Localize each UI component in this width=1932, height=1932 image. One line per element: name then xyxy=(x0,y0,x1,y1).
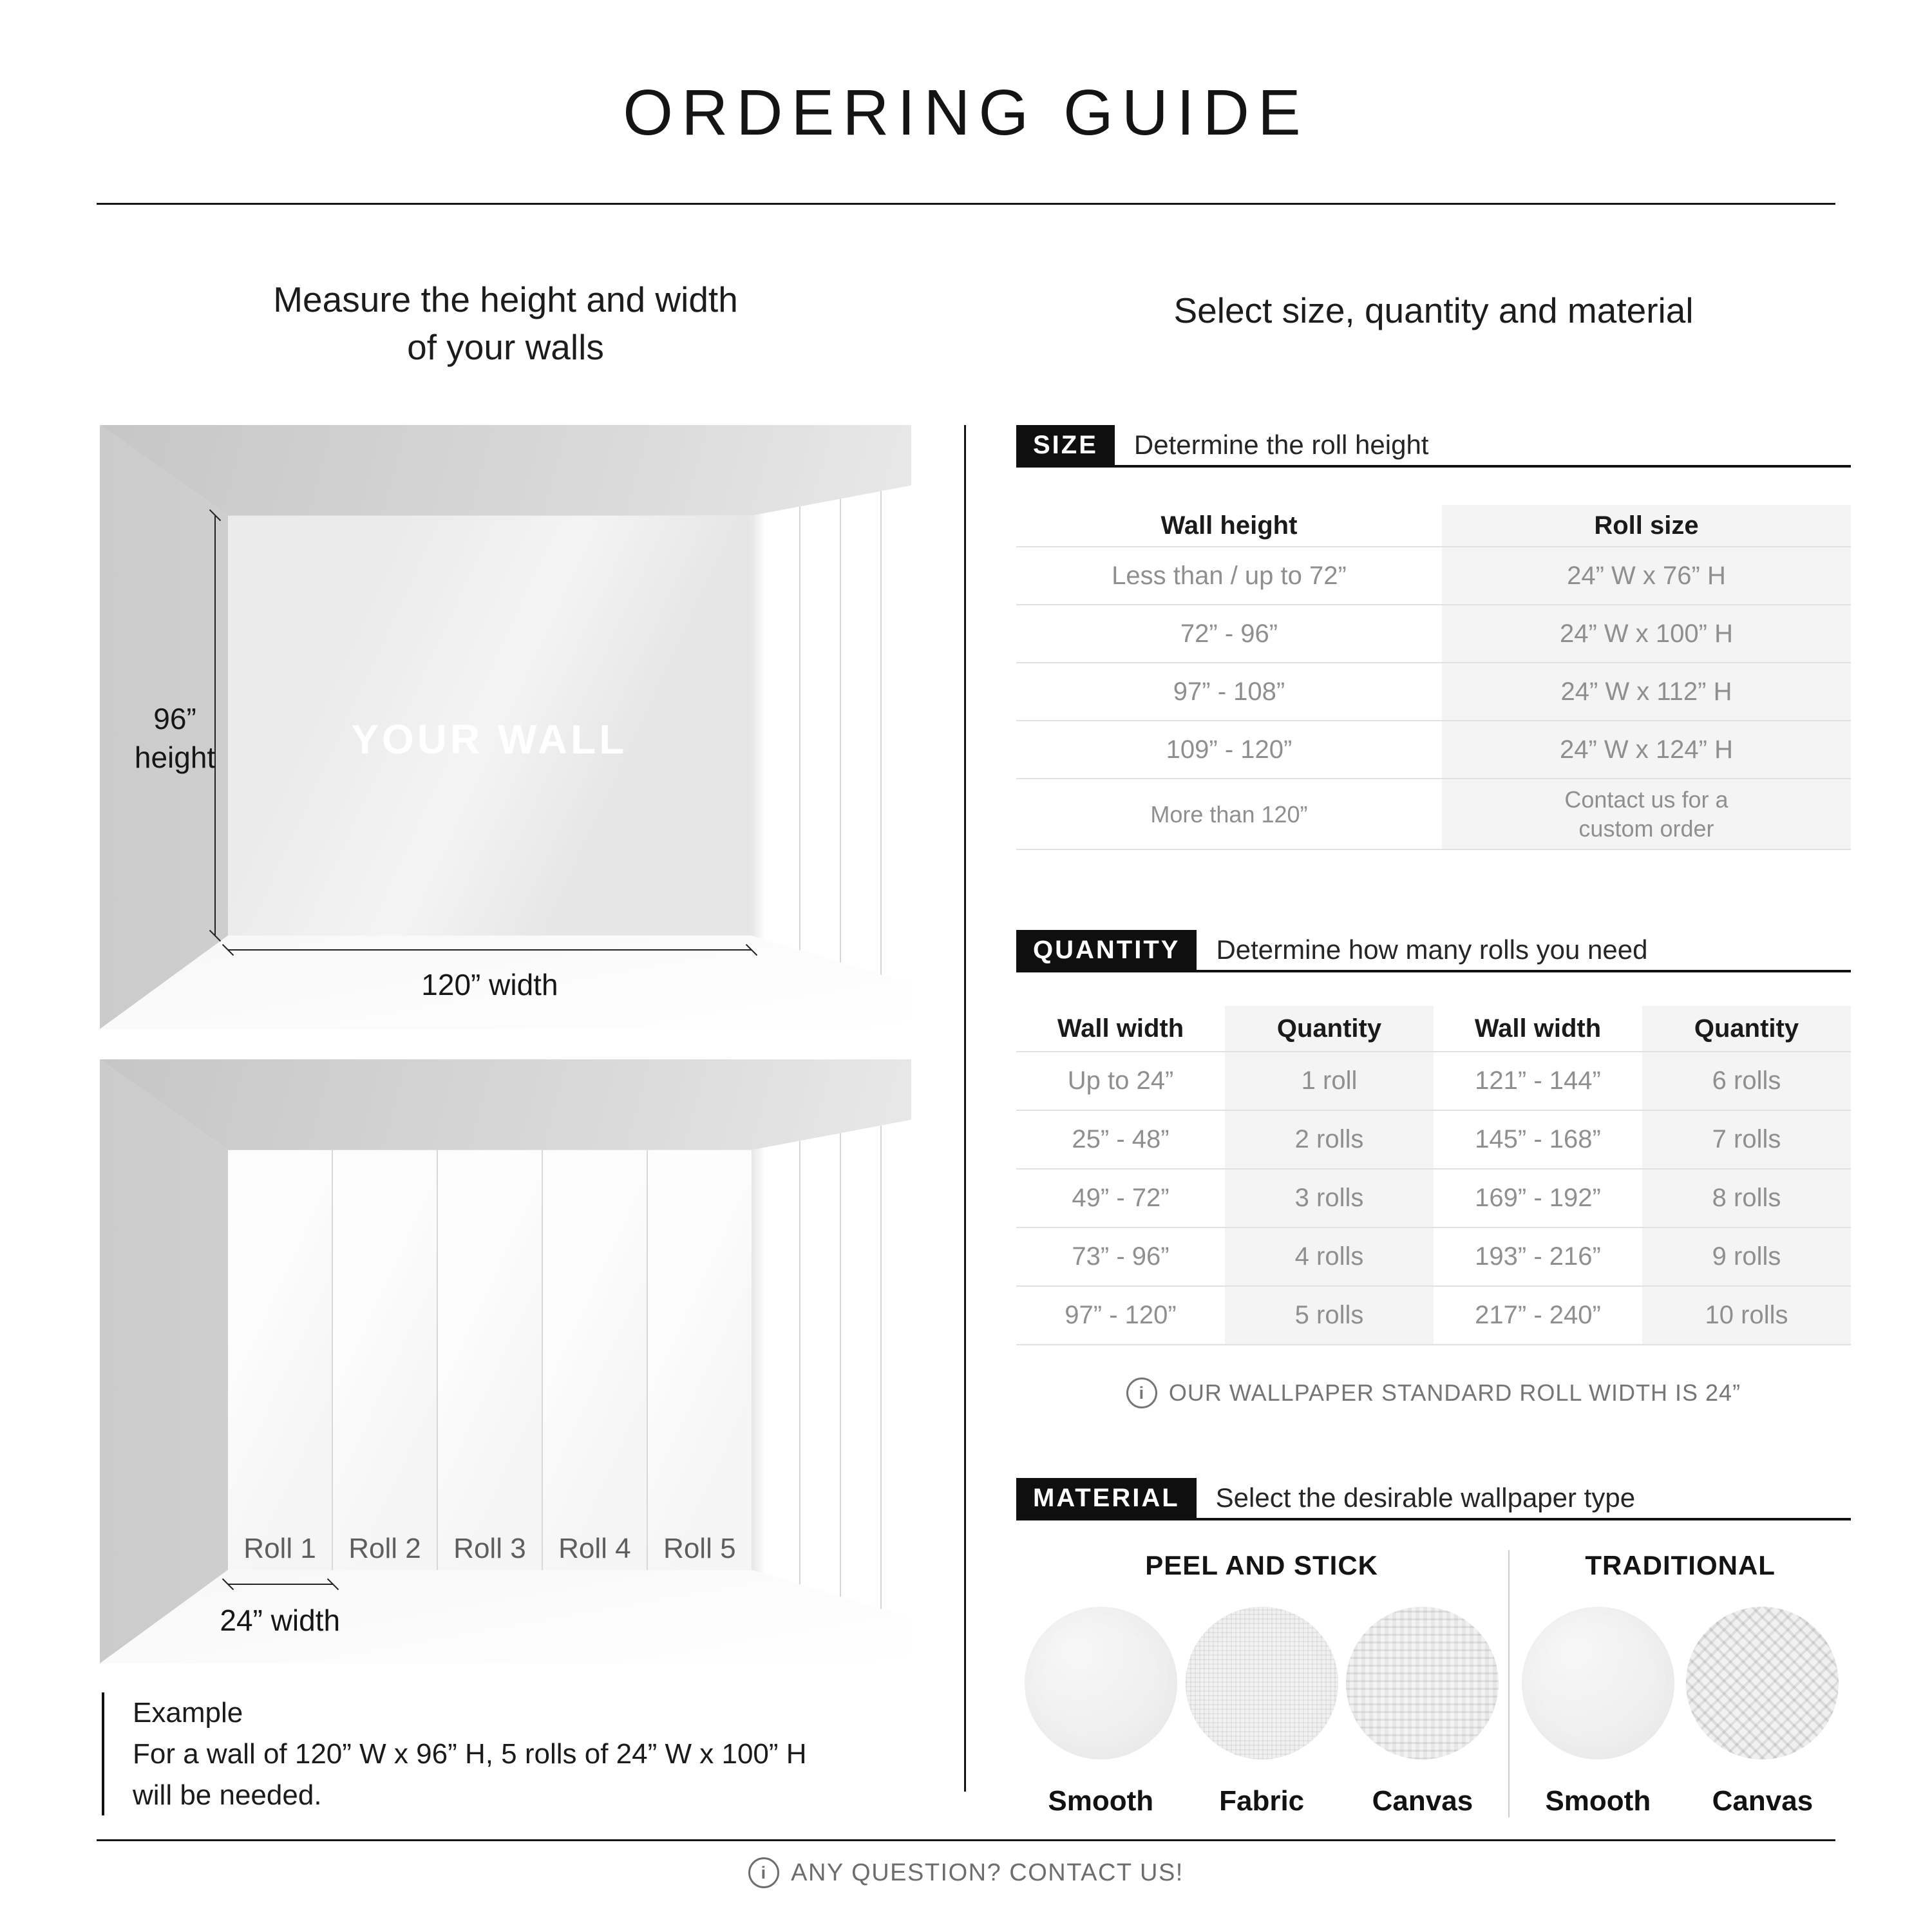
material-section-head xyxy=(1016,1478,1851,1520)
material-groups xyxy=(1016,1550,1851,1817)
column-divider xyxy=(964,425,966,1792)
roll-width-dimension-line xyxy=(228,1584,333,1585)
table-cell: 217” - 240” xyxy=(1434,1285,1642,1344)
roll-label: Roll 3 xyxy=(453,1532,526,1564)
table-cell: 25” - 48” xyxy=(1016,1110,1225,1168)
footer-contact-note xyxy=(0,1857,1932,1888)
swatch-canvas xyxy=(1346,1607,1499,1817)
material-group-peel-and-stick xyxy=(1016,1550,1510,1817)
size-table xyxy=(1016,505,1851,850)
room-illustration-rolls xyxy=(100,1059,911,1663)
left-column-heading xyxy=(100,276,911,371)
table-cell: 97” - 120” xyxy=(1016,1285,1225,1344)
info-icon: i xyxy=(748,1857,779,1888)
window-frame xyxy=(752,509,771,938)
right-column-heading: Select size, quantity and material xyxy=(1173,290,1694,330)
table-bottom-border xyxy=(1642,1344,1851,1345)
material-group-title: PEEL AND STICK xyxy=(1145,1550,1378,1580)
table-cell xyxy=(1442,778,1851,849)
column-header: Wall height xyxy=(1160,511,1298,540)
height-dimension-label xyxy=(120,700,230,777)
window-mullion xyxy=(799,473,800,993)
roll-label: Roll 2 xyxy=(348,1532,421,1564)
column-header: Quantity xyxy=(1642,1006,1851,1051)
table-cell: 9 rolls xyxy=(1642,1227,1851,1285)
material-group-title: TRADITIONAL xyxy=(1585,1550,1776,1580)
roll-panel xyxy=(542,1150,647,1570)
table-cell: More than 120” xyxy=(1016,778,1442,849)
roll-panel xyxy=(437,1150,542,1570)
roll-label: Roll 4 xyxy=(558,1532,631,1564)
roll-panel xyxy=(332,1150,437,1570)
window-mullion xyxy=(880,1108,882,1627)
width-dimension-label: 120” width xyxy=(421,968,558,1002)
left-heading-line1: Measure the height and width xyxy=(273,279,738,319)
header-divider xyxy=(97,203,1835,205)
material-heading: Select the desirable wallpaper type xyxy=(1215,1482,1636,1513)
swatch-label: Canvas xyxy=(1712,1785,1814,1817)
quantity-note-text: OUR WALLPAPER STANDARD ROLL WIDTH IS 24” xyxy=(1168,1379,1741,1406)
size-section xyxy=(1016,425,1851,850)
table-cell: 3 rolls xyxy=(1225,1168,1434,1227)
room-illustration-measure xyxy=(100,425,911,1029)
material-group-traditional xyxy=(1510,1550,1851,1817)
table-cell: 10 rolls xyxy=(1642,1285,1851,1344)
table-cell: 24” W x 112” H xyxy=(1442,662,1851,720)
material-badge: MATERIAL xyxy=(1016,1478,1197,1518)
table-cell: Less than / up to 72” xyxy=(1016,546,1442,604)
table-cell: 7 rolls xyxy=(1642,1110,1851,1168)
column-header: Roll size xyxy=(1442,505,1851,546)
table-bottom-border xyxy=(1016,849,1442,850)
table-cell: 97” - 108” xyxy=(1016,662,1442,720)
table-cell: 49” - 72” xyxy=(1016,1168,1225,1227)
table-cell: 73” - 96” xyxy=(1016,1227,1225,1285)
height-word: height xyxy=(134,740,216,774)
swatch-canvas xyxy=(1686,1607,1839,1817)
table-cell: 4 rolls xyxy=(1225,1227,1434,1285)
window-mullion xyxy=(840,1108,841,1627)
size-section-head xyxy=(1016,425,1851,468)
size-heading: Determine the roll height xyxy=(1133,430,1429,460)
example-line1: For a wall of 120” W x 96” H, 5 rolls of 24” W x 100” H xyxy=(133,1738,807,1770)
smooth-texture-icon xyxy=(1522,1607,1674,1759)
swatch-label: Smooth xyxy=(1545,1785,1651,1817)
table-cell: 72” - 96” xyxy=(1016,604,1442,662)
table-cell: 193” - 216” xyxy=(1434,1227,1642,1285)
footer-divider xyxy=(97,1839,1835,1841)
swatch-row xyxy=(1510,1607,1851,1817)
table-cell: 5 rolls xyxy=(1225,1285,1434,1344)
table-cell: 109” - 120” xyxy=(1016,720,1442,778)
roll-label: Roll 1 xyxy=(243,1532,316,1564)
left-heading-line2: of your walls xyxy=(407,327,604,367)
column-header: Wall width xyxy=(1057,1014,1184,1043)
fabric-texture-icon xyxy=(1186,1607,1338,1759)
roll-panels xyxy=(228,1150,752,1570)
table-bottom-border xyxy=(1016,1344,1225,1345)
material-section xyxy=(1016,1478,1851,1817)
size-badge: SIZE xyxy=(1016,425,1115,465)
quantity-badge: QUANTITY xyxy=(1016,930,1197,970)
roll-panel xyxy=(647,1150,752,1570)
swatch-label: Smooth xyxy=(1048,1785,1154,1817)
page-title: ORDERING GUIDE xyxy=(623,77,1309,149)
height-value: 96” xyxy=(153,701,196,735)
column-header: Quantity xyxy=(1225,1006,1434,1051)
table-cell: 169” - 192” xyxy=(1434,1168,1642,1227)
table-bottom-border xyxy=(1442,849,1851,850)
table-cell: 1 roll xyxy=(1225,1051,1434,1110)
footer-contact-text: ANY QUESTION? CONTACT US! xyxy=(791,1859,1184,1886)
table-cell: 145” - 168” xyxy=(1434,1110,1642,1168)
your-wall-label: YOUR WALL xyxy=(351,715,628,762)
example-note xyxy=(102,1692,873,1815)
table-cell: 24” W x 124” H xyxy=(1442,720,1851,778)
swatch-smooth xyxy=(1025,1607,1177,1817)
column-header: Wall width xyxy=(1474,1014,1602,1043)
table-bottom-border xyxy=(1225,1344,1434,1345)
window-mullion xyxy=(840,473,841,993)
quantity-section-head xyxy=(1016,930,1851,972)
window-frame xyxy=(752,1144,771,1573)
quantity-section xyxy=(1016,930,1851,1408)
table-cell-text: Contact us for a custom order xyxy=(1564,786,1728,842)
roll-width-dimension-label: 24” width xyxy=(220,1604,341,1638)
swatch-smooth xyxy=(1522,1607,1674,1817)
info-icon: i xyxy=(1126,1378,1157,1408)
width-dimension-line xyxy=(228,949,752,951)
table-cell: 24” W x 100” H xyxy=(1442,604,1851,662)
canvas-texture-icon xyxy=(1686,1607,1839,1759)
quantity-table xyxy=(1016,1006,1851,1345)
swatch-label: Fabric xyxy=(1219,1785,1305,1817)
window-mullion xyxy=(799,1108,800,1627)
table-cell: 8 rolls xyxy=(1642,1168,1851,1227)
roll-label: Roll 5 xyxy=(663,1532,736,1564)
table-cell: Up to 24” xyxy=(1016,1051,1225,1110)
swatch-fabric xyxy=(1186,1607,1338,1817)
table-cell: 6 rolls xyxy=(1642,1051,1851,1110)
roll-panel xyxy=(228,1150,332,1570)
quantity-note xyxy=(1016,1378,1851,1408)
example-line2: will be needed. xyxy=(133,1779,322,1811)
window-mullion xyxy=(880,473,882,993)
canvas-texture-icon xyxy=(1346,1607,1499,1759)
swatch-row xyxy=(1016,1607,1507,1817)
example-title: Example xyxy=(133,1697,243,1728)
quantity-heading: Determine how many rolls you need xyxy=(1216,934,1648,965)
table-cell: 121” - 144” xyxy=(1434,1051,1642,1110)
table-bottom-border xyxy=(1434,1344,1642,1345)
smooth-texture-icon xyxy=(1025,1607,1177,1759)
table-cell: 24” W x 76” H xyxy=(1442,546,1851,604)
swatch-label: Canvas xyxy=(1372,1785,1473,1817)
table-cell: 2 rolls xyxy=(1225,1110,1434,1168)
